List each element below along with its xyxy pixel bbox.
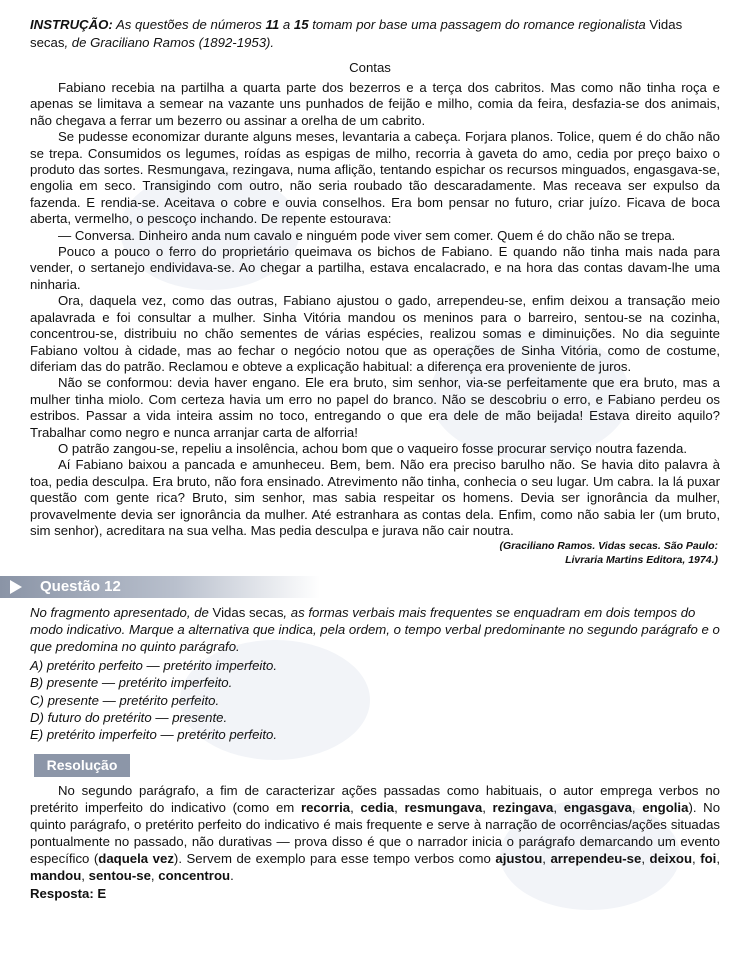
verb-example: ajustou xyxy=(495,851,543,866)
stem-text: , as formas verbais mais frequentes se enquadram em dois tempos do modo indicativo. Marque a alternativa que indica, pela ordem, o tempo verbal predominante no segundo parágrafo e o que predomina no quinto parágrafo. xyxy=(30,605,720,654)
verb-example: sentou-se xyxy=(88,868,151,883)
instruction-text: tomam por base uma passagem do romance regionalista xyxy=(308,17,650,32)
question-label: Questão 12 xyxy=(40,578,121,595)
option-e[interactable]: E) pretérito imperfeito — pretérito perfeito. xyxy=(30,727,278,743)
instruction-text: a xyxy=(279,17,294,32)
option-a[interactable]: A) pretérito perfeito — pretérito imperfeito. xyxy=(30,658,278,673)
passage-paragraph: Não se conformou: devia haver engano. Ele era bruto, sim senhor, via-se perfeitamente que era bruto, mas a mulher tinha miolo. Com certeza havia um erro no papel do branco. Não se descobriu o erro, e Fabiano perdeu os estribos. Passar a vida inteira assim no toco, entregando o que era dele de mão beijada! Estava direito aquilo? Trabalhar como negro e nunca arranjar carta de alforria! xyxy=(30,375,720,440)
stem-text: No fragmento apresentado, de xyxy=(30,605,213,620)
passage-paragraph: Ora, daquela vez, como das outras, Fabiano ajustou o gado, arrependeu-se, enfim deixou a transação meio apalavrada e foi consultar a mulher. Sinha Vitória mandou os meninos para o barreiro, sentou-se na cozinha, concentrou-se, distribuiu no chão sementes de várias espécies, realizou somas e diminuições. No dia seguinte Fabiano voltou à cidade, mas ao fechar o negócio notou que as operações de Sinha Vitória, como de costume, diferiam das do patrão. Reclamou e obteve a explicação habitual: a diferença era proveniente de juros. xyxy=(30,293,720,374)
play-arrow-icon xyxy=(10,580,22,594)
verb-example: deixou xyxy=(649,851,693,866)
passage-paragraph: — Conversa. Dinheiro anda num cavalo e ninguém pode viver sem comer. Quem é do chão não se trepa. xyxy=(58,227,676,243)
option-c[interactable]: C) presente — pretérito perfeito. xyxy=(30,692,220,708)
passage-paragraph: Se pudesse economizar durante alguns meses, levantaria a cabeça. Forjara planos. Tolice, quem é do chão não se trepa. Consumidos os legumes, roídas as espigas de milho, recorria à gaveta do amo, cedia por preço baixo o produto das sortes. Resmungava, rezingava, numa aflição, tentando espichar os recursos minguados, engasgava-se, engolia em seco. Transigindo com outro, não seria roubado tão descaradamente. Mas receava ser expulso da fazenda. E rendia-se. Aceitava o cobre e ouvia conselhos. Era bom pensar no futuro, criar juízo. Ficava de boca aberta, vermelho, o pescoço inchando. De repente estourava: xyxy=(30,129,720,227)
verb-example: resmungava xyxy=(404,800,483,815)
passage-text xyxy=(30,80,720,539)
verb-example: concentrou xyxy=(158,868,231,883)
verb-example: cedia xyxy=(360,800,395,815)
passage-paragraph: Pouco a pouco o ferro do proprietário queimava os bichos de Fabiano. E quando não tinha mais nada para vender, o sertanejo endividava-se. Ao chegar a partilha, estava encalacrado, e na hora das contas davam-lhe uma ninharia. xyxy=(30,244,720,292)
source-line: Livraria Martins Editora, 1974.) xyxy=(565,554,718,566)
stem-book-title: Vidas secas xyxy=(212,605,284,620)
resolution-text xyxy=(30,782,720,884)
resolution-header-bar xyxy=(34,754,130,777)
verb-example: recorria xyxy=(300,800,351,815)
resolution-paragraph: No segundo parágrafo, a fim de caracterizar ações passadas como habituais, o autor emprega verbos no pretérito imperfeito do indicativo (como em recorria, cedia, resmungava, rezingava, engasgava, engolia). No quinto parágrafo, o pretérito perfeito do indicativo é mais frequente e serve à narração de ocorrências/ações situadas pontualmente no passado, não durativas — prova disso é que o narrador inicia o parágrafo demarcando um evento específico (daquela vez). Servem de exemplo para esse tempo verbos como ajustou, arrependeu-se, deixou, foi, mandou, sentou-se, concentrou. xyxy=(30,783,721,883)
resolution-sentence: No segundo parágrafo, a fim de caracterizar ações passadas como habituais, o autor emprega verbos no pretérito imperfeito do indicativo (como em xyxy=(30,783,720,815)
verb-example: arrependeu-se xyxy=(550,851,642,866)
resolution-label: Resolução xyxy=(46,757,118,773)
verb-example: foi xyxy=(700,851,717,866)
question-stem xyxy=(30,604,720,655)
verb-example: engolia xyxy=(642,800,689,815)
source-line: (Graciliano Ramos. Vidas secas. São Paulo: xyxy=(499,540,718,552)
question-start-number: 11 xyxy=(265,17,280,32)
verb-example: mandou xyxy=(30,868,82,883)
resolution-sentence: ). Servem de exemplo para esse tempo verbos como xyxy=(173,851,496,866)
resolution-sentence: ). No quinto parágrafo, o pretérito perfeito do indicativo é mais frequente e serve à narração de ocorrências/ações situadas pontualmente no passado, não durativas — prova disso é que o narrador inicia o parágrafo demarcando um evento específico ( xyxy=(30,800,721,866)
book-title: Vidas secas xyxy=(30,17,683,50)
passage-paragraph: O patrão zangou-se, repeliu a insolência, achou bom que o vaqueiro fosse procurar serviço noutra fazenda. xyxy=(58,440,687,456)
verb-example: engasgava xyxy=(563,800,632,815)
instruction xyxy=(30,16,720,52)
passage-paragraph: Aí Fabiano baixou a pancada e amunheceu. Bem, bem. Não era preciso barulho não. Se havia dito palavra à toa, pedia desculpa. Era bruto, não fora ensinado. Atrevimento não tinha, conhecia o seu lugar. Um cabra. Ia lá puxar questão com gente rica? Bruto, sim senhor, mas sabia respeitar os homens. Devia ser ignorância da mulher, provavelmente devia ser ignorância da mulher. Até estranhara as contas dela. Enfim, como não sabia ler (um bruto, sim senhor), acreditara na sua velha. Mas pedia desculpa e jurava não cair noutra. xyxy=(30,457,720,538)
answer-line: Resposta: E xyxy=(30,886,107,901)
question-end-number: 15 xyxy=(293,17,309,32)
option-d[interactable]: D) futuro do pretérito — presente. xyxy=(30,709,228,725)
instruction-text: , de Graciliano Ramos (1892-1953). xyxy=(64,35,275,50)
answer-options xyxy=(30,657,720,743)
instruction-text: As questões de números xyxy=(112,17,266,32)
passage-title: Contas xyxy=(349,60,391,75)
instruction-lead: INSTRUÇÃO: xyxy=(30,17,113,32)
phrase-example: daquela vez xyxy=(98,851,174,866)
option-b[interactable]: B) presente — pretérito imperfeito. xyxy=(30,675,233,691)
passage-source xyxy=(500,539,718,567)
question-header-bar xyxy=(0,576,320,598)
passage-paragraph: Fabiano recebia na partilha a quarta parte dos bezerros e a terça dos cabritos. Mas como não tinha roça e apenas se limitava a semear na vazante uns punhados de feijão e milho, comia da feira, desfazia-se dos animais, não chegava a ferrar um bezerro ou assinar a orelha de um cabrito. xyxy=(30,80,720,128)
verb-example: rezingava xyxy=(492,800,554,815)
